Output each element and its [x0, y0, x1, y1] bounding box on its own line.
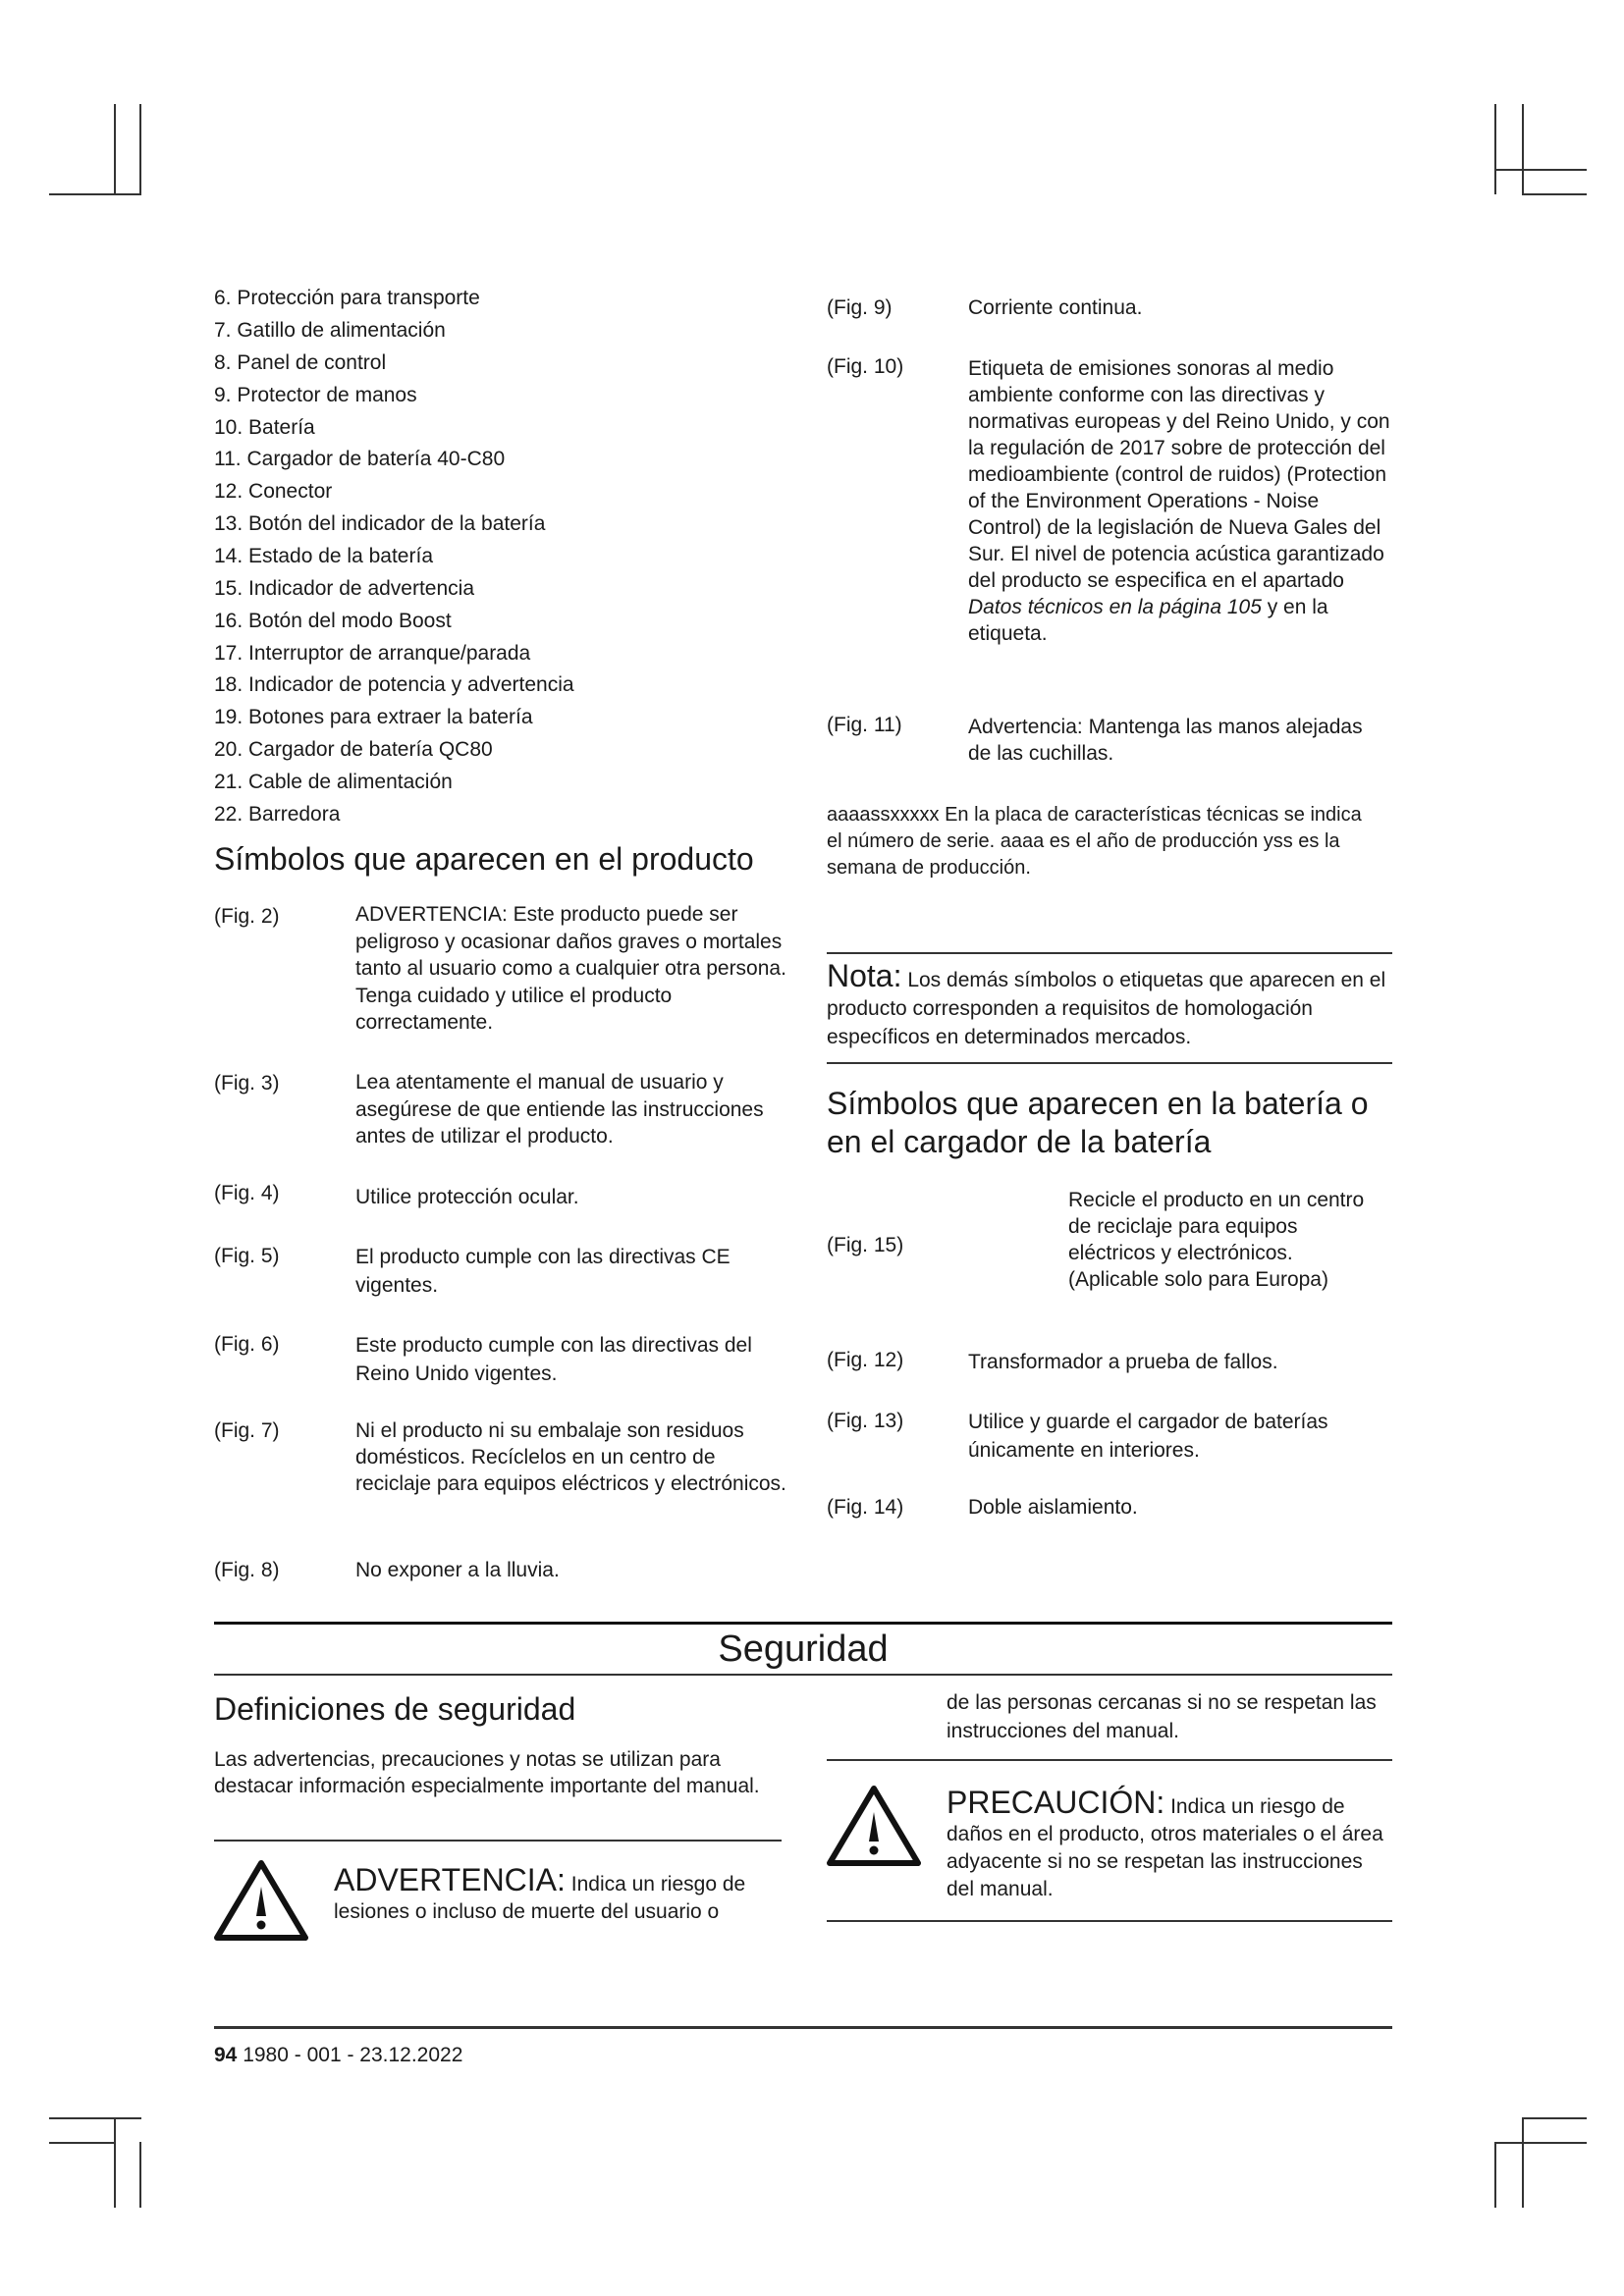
caution-bottom-rule [827, 1920, 1392, 1922]
fig-label: (Fig. 9) [827, 296, 893, 319]
list-item: 13. Botón del indicador de la batería [214, 512, 546, 535]
fig-description: Corriente continua. [968, 296, 1143, 319]
fig-description [968, 355, 1390, 647]
safety-top-rule [214, 1622, 1392, 1625]
caution-text: Indica un riesgo de daños en el producto, otros materiales o el área adyacente si no se respetan las instrucciones del manual. [947, 1795, 1383, 1900]
note-text: Los demás símbolos o etiquetas que aparecen en el producto corresponden a requisitos de homologación específicos en determinados mercados. [827, 969, 1386, 1048]
battery-symbols-heading: Símbolos que aparecen en la batería o en el cargador de la batería [827, 1086, 1369, 1159]
fig-description: Utilice protección ocular. [355, 1186, 579, 1208]
fig-label: (Fig. 11) [827, 714, 902, 736]
fig10-text-end: y en la etiqueta. [968, 596, 1328, 645]
page-number: 94 [214, 2044, 238, 2066]
warning-top-rule [214, 1840, 782, 1842]
list-item: 16. Botón del modo Boost [214, 610, 452, 632]
list-item: 21. Cable de alimentación [214, 771, 453, 793]
fig-label: (Fig. 12) [827, 1349, 904, 1371]
note-top-rule [827, 952, 1392, 954]
list-item: 17. Interruptor de arranque/parada [214, 642, 531, 665]
list-item: 6. Protección para transporte [214, 287, 480, 309]
serial-code: aaaassxxxxx [827, 804, 940, 826]
footer [214, 2042, 462, 2068]
fig-label: (Fig. 15) [827, 1234, 904, 1256]
fig-description: Lea atentamente el manual de usuario y asegúrese de que entiende las instrucciones antes de utilizar el producto. [355, 1071, 764, 1148]
fig10-text: Etiqueta de emisiones sonoras al medio ambiente conforme con las directivas y normativas europeas y del Reino Unido, y con la regulación de 2017 sobre de protección del medioambiente (control de ruidos) (Protection of the Environment Operations - Noise Control) de la legislación de Nueva Gales del Sur. El nivel de potencia acústica garantizado del producto se especifica en el apartado [968, 357, 1390, 592]
warning-definition-continued: de las personas cercanas si no se respetan las instrucciones del manual. [947, 1691, 1377, 1742]
fig-label: (Fig. 5) [214, 1245, 280, 1267]
warning-triangle-icon [214, 1859, 308, 1942]
note-label: Nota: [827, 958, 902, 993]
safety-title-rule [214, 1674, 1392, 1676]
footer-rule [214, 2026, 1392, 2029]
caution-label: PRECAUCIÓN: [947, 1785, 1165, 1820]
fig-description: Este producto cumple con las directivas del Reino Unido vigentes. [355, 1334, 752, 1385]
warning-label: ADVERTENCIA: [334, 1862, 566, 1897]
note-block [827, 958, 1386, 1051]
definitions-intro: Las advertencias, precauciones y notas se utilizan para destacar información especialmente importante del manual. [214, 1748, 760, 1797]
fig-label: (Fig. 6) [214, 1333, 280, 1356]
fig-label: (Fig. 4) [214, 1182, 280, 1204]
fig-description: Recicle el producto en un centro de reciclaje para equipos eléctricos y electrónicos. (Aplicable solo para Europa) [1068, 1189, 1365, 1291]
list-item: 10. Batería [214, 416, 315, 439]
list-item: 19. Botones para extraer la batería [214, 706, 533, 728]
fig-description: Ni el producto ni su embalaje son residuos domésticos. Recíclelos en un centro de reciclaje para equipos eléctricos y electrónicos. [355, 1419, 786, 1495]
fig-label: (Fig. 3) [214, 1072, 280, 1095]
fig-description: El producto cumple con las directivas CE vigentes. [355, 1246, 731, 1297]
list-item: 9. Protector de manos [214, 384, 417, 406]
list-item: 18. Indicador de potencia y advertencia [214, 673, 574, 696]
fig-label: (Fig. 8) [214, 1559, 280, 1581]
fig-label: (Fig. 2) [214, 905, 280, 928]
list-item: 7. Gatillo de alimentación [214, 319, 446, 342]
list-item: 11. Cargador de batería 40-C80 [214, 448, 506, 470]
list-item: 15. Indicador de advertencia [214, 577, 475, 600]
fig-description: Doble aislamiento. [968, 1496, 1138, 1519]
fig-description: ADVERTENCIA: Este producto puede ser peligroso y ocasionar daños graves o mortales tanto al usuario como a cualquier otra persona. Tenga cuidado y utilice el producto correctamente. [355, 903, 786, 1034]
list-item: 8. Panel de control [214, 351, 387, 374]
note-bottom-rule [827, 1062, 1392, 1064]
datos-tecnicos-link[interactable]: Datos técnicos en la página 105 [968, 596, 1262, 618]
fig-description: Advertencia: Mantenga las manos alejadas de las cuchillas. [968, 716, 1363, 765]
product-symbols-heading: Símbolos que aparecen en el producto [214, 841, 754, 877]
warning-definition [334, 1862, 785, 1926]
fig-label: (Fig. 13) [827, 1410, 904, 1432]
document-reference: 1980 - 001 - 23.12.2022 [243, 2044, 463, 2066]
list-item: 12. Conector [214, 480, 333, 503]
fig-label: (Fig. 7) [214, 1419, 280, 1442]
definitions-heading: Definiciones de seguridad [214, 1691, 576, 1727]
caution-definition [947, 1785, 1388, 1903]
fig-description: Transformador a prueba de fallos. [968, 1351, 1278, 1373]
fig-label: (Fig. 14) [827, 1496, 904, 1519]
list-item: 14. Estado de la batería [214, 545, 433, 567]
serial-text: En la placa de características técnicas se indica el número de serie. aaaa es el año de producción yss es la semana de producción. [827, 804, 1362, 879]
caution-top-rule [827, 1759, 1392, 1761]
fig-label: (Fig. 10) [827, 355, 904, 378]
safety-title: Seguridad [718, 1629, 889, 1670]
list-item: 20. Cargador de batería QC80 [214, 738, 493, 761]
caution-triangle-icon [827, 1785, 921, 1867]
list-item: 22. Barredora [214, 803, 341, 826]
serial-number-info [827, 802, 1377, 881]
fig-description: No exponer a la lluvia. [355, 1559, 560, 1581]
fig-description: Utilice y guarde el cargador de baterías únicamente en interiores. [968, 1411, 1328, 1462]
warning-text: Indica un riesgo de lesiones o incluso de muerte del usuario o [334, 1873, 746, 1923]
